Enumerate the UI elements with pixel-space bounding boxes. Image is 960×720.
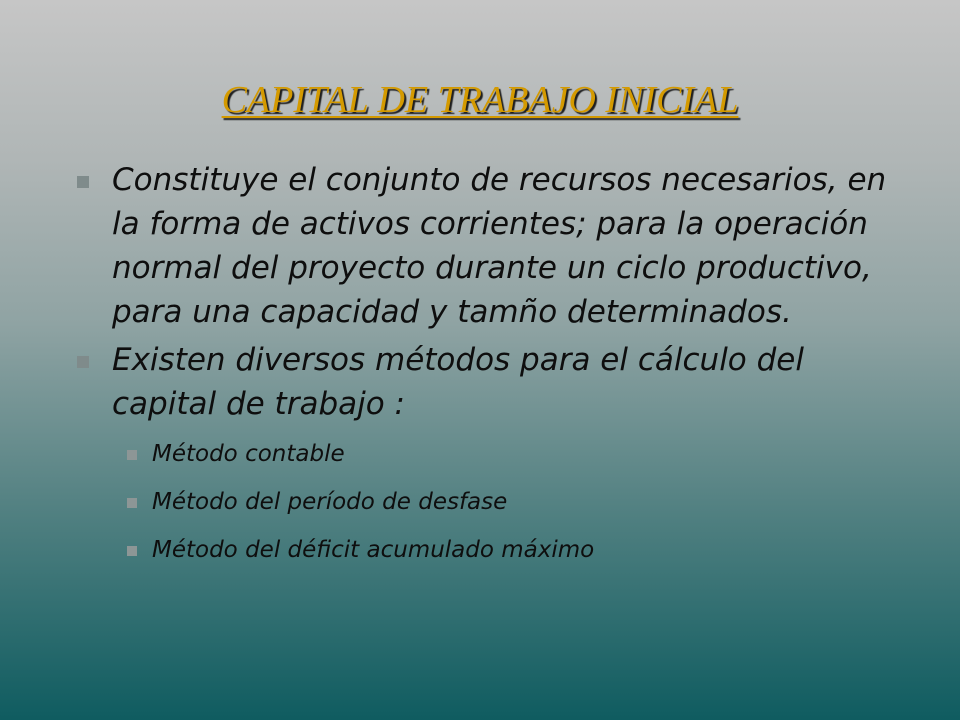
- square-bullet-icon: [127, 450, 137, 460]
- bullet-text: Constituye el conjunto de recursos necesarios, en la forma de activos corrientes; para la operación normal del proyecto durante un ciclo productivo, para una capacidad y tamño determinados.: [112, 162, 887, 330]
- square-bullet-icon: [127, 498, 137, 508]
- slide-title: CAPITAL DE TRABAJO INICIAL: [221, 79, 739, 121]
- square-bullet-icon: [77, 176, 89, 188]
- sub-bullet-text: Método del período de desfase: [152, 489, 508, 515]
- square-bullet-icon: [127, 546, 137, 556]
- sub-bullet-item: [72, 526, 892, 574]
- bullet-item: [72, 338, 892, 426]
- sub-bullet-text: Método del déficit acumulado máximo: [152, 537, 595, 563]
- square-bullet-icon: [77, 356, 89, 368]
- sub-bullet-item: [72, 478, 892, 526]
- slide-content: [72, 158, 892, 574]
- sub-bullet-text: Método contable: [152, 441, 345, 467]
- bullet-item: [72, 158, 892, 334]
- bullet-text: Existen diversos métodos para el cálculo del capital de trabajo :: [112, 342, 804, 422]
- sub-bullet-item: [72, 430, 892, 478]
